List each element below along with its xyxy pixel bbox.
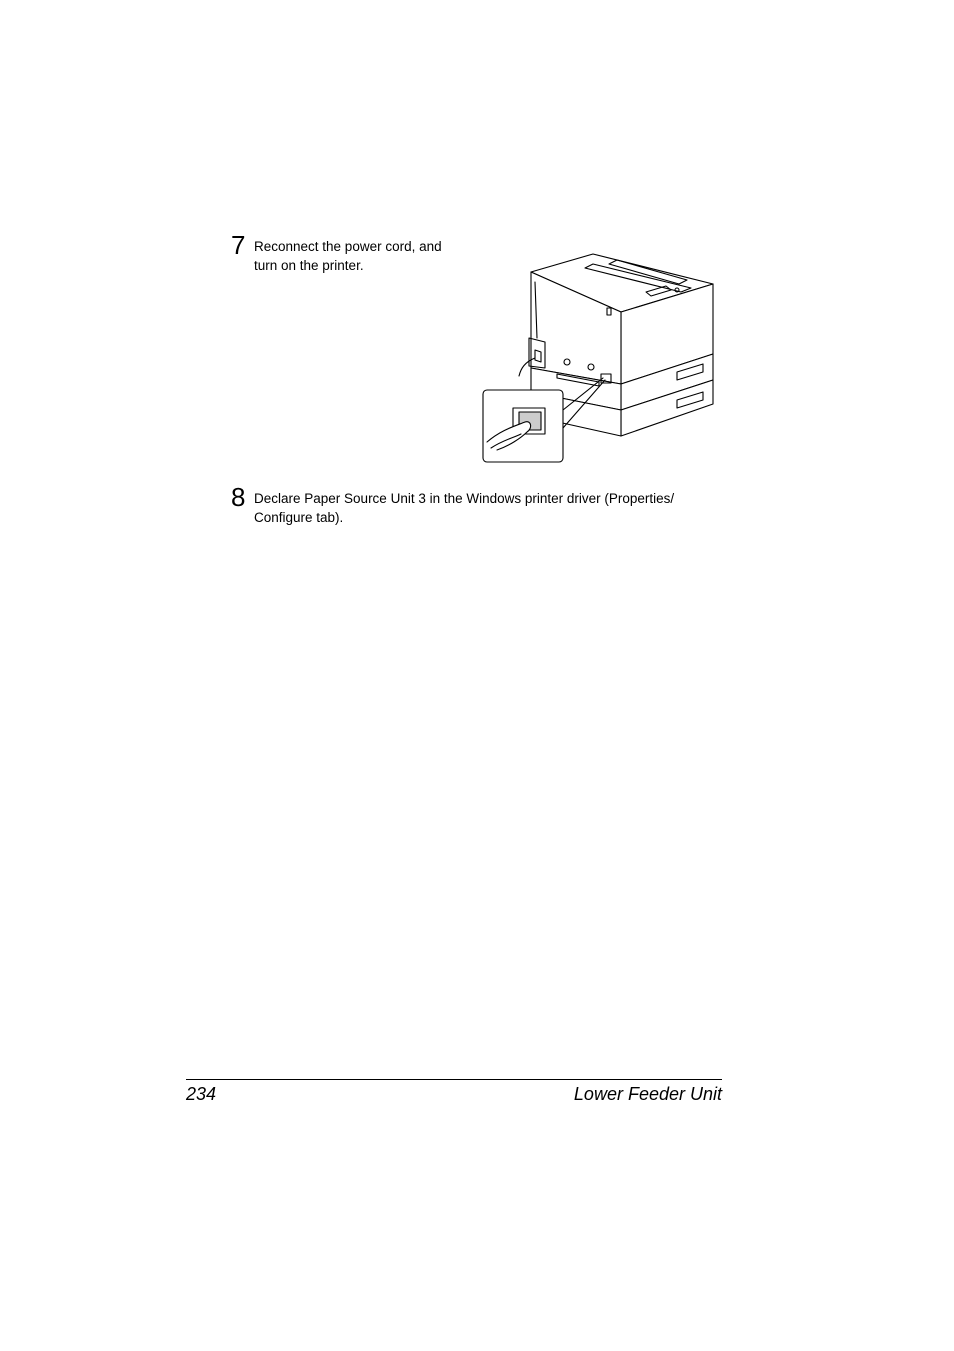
step-instruction-line: Declare Paper Source Unit 3 in the Windows printer driver (Properties/: [254, 491, 675, 506]
footer-divider: [186, 1079, 722, 1080]
step-instruction-line: Configure tab).: [254, 510, 344, 525]
step-instruction-line: turn on the printer.: [254, 258, 364, 273]
section-title: Lower Feeder Unit: [573, 1084, 722, 1104]
step-instruction: [254, 489, 674, 527]
step-number: 7: [231, 230, 246, 260]
step-instruction: [254, 237, 442, 275]
step-number: 8: [231, 482, 246, 512]
page-number: 234: [186, 1084, 217, 1104]
printer-power-switch-illustration: [481, 250, 719, 466]
step-instruction-line: Reconnect the power cord, and: [254, 239, 442, 254]
